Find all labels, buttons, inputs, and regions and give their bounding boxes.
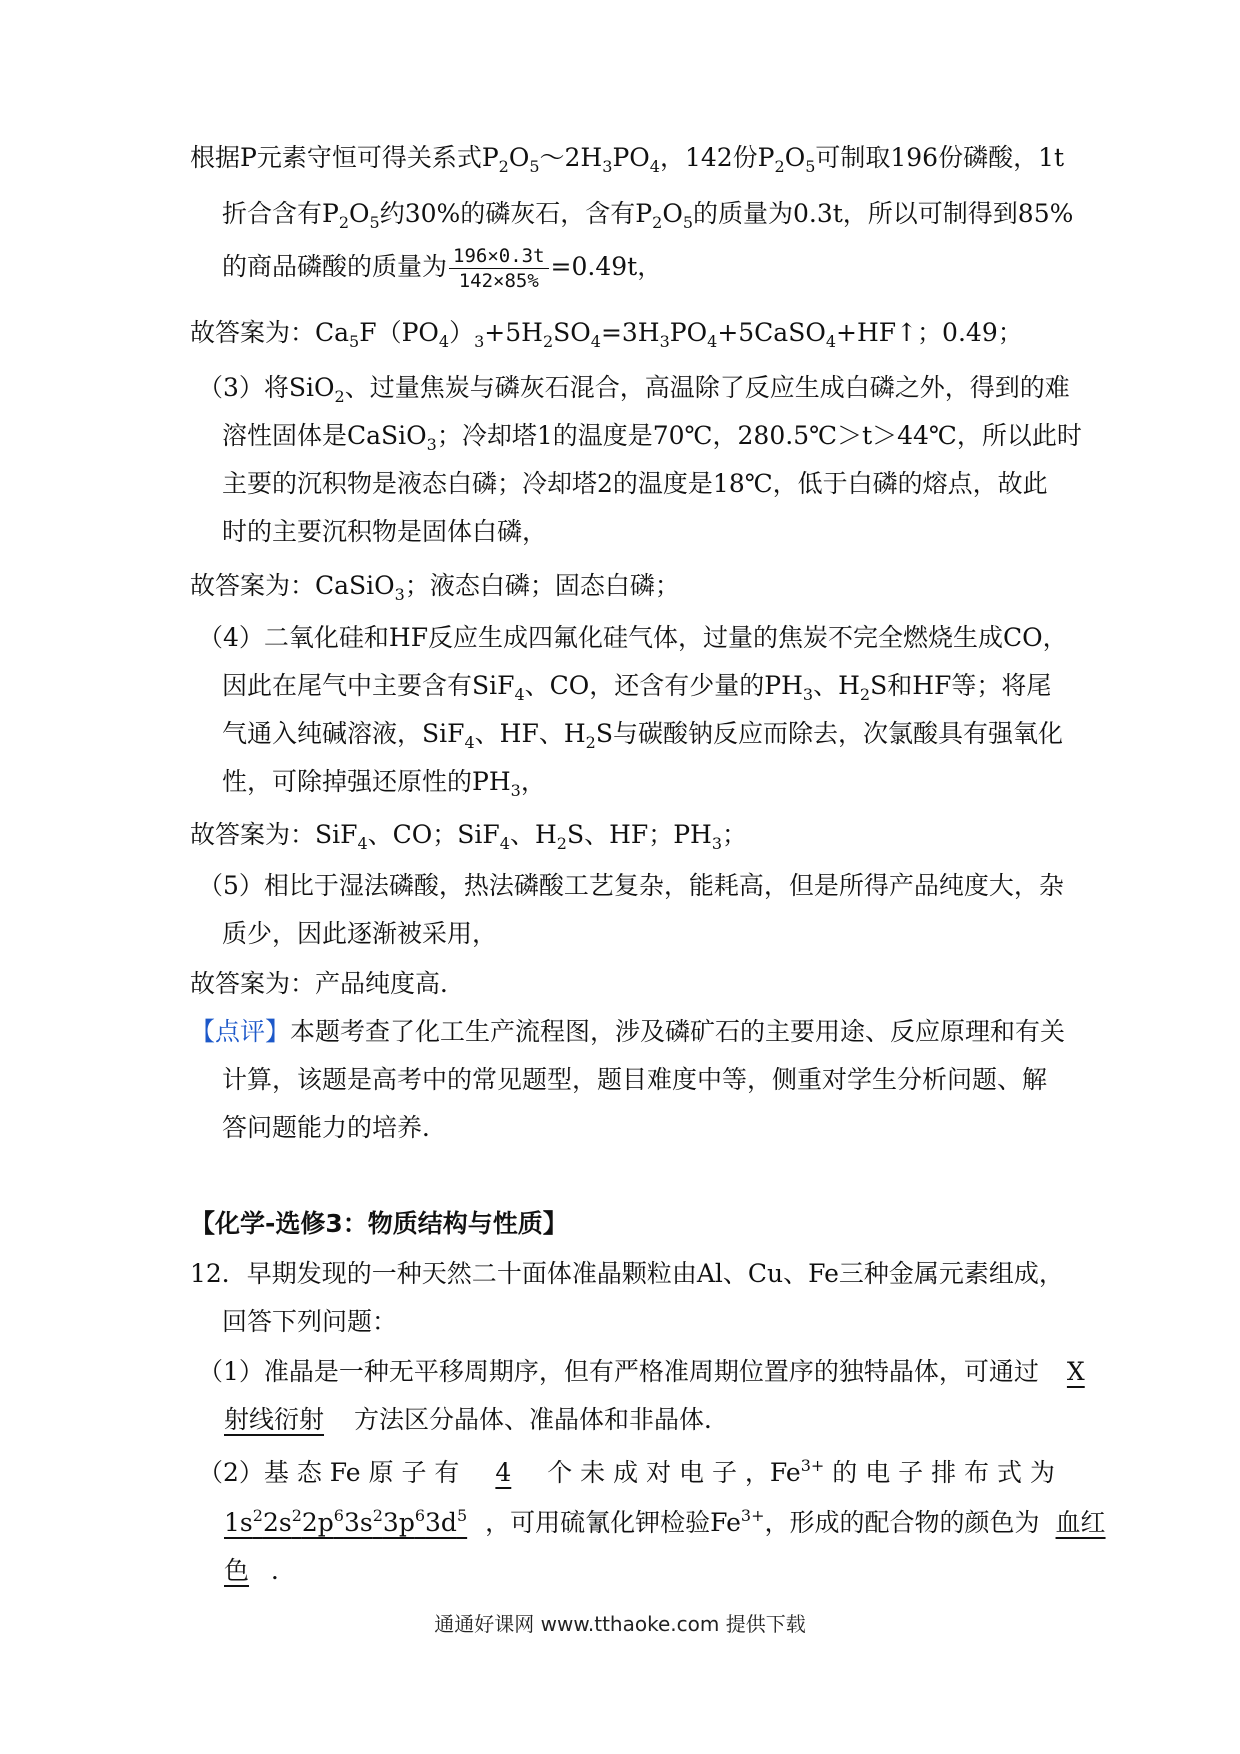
superscript: 3+ [740, 1506, 765, 1525]
text: 回答下列问题： [222, 1307, 398, 1336]
answer-line [190, 817, 747, 853]
text: 故答案为：Ca [190, 318, 350, 347]
text: ，142份 [659, 143, 758, 172]
text: 的商品磷酸的质量为 [222, 252, 448, 281]
subscript: 2 [585, 733, 596, 752]
text-line [222, 244, 662, 293]
text: O [508, 143, 530, 172]
text: 气通入纯碱溶液，SiF [222, 719, 465, 748]
text: 折合含有 [222, 199, 323, 228]
text: ，形成的配合物的颜色为 [764, 1508, 1040, 1537]
text: +HF↑；0.49； [836, 318, 1023, 347]
answer-blank [222, 1508, 485, 1537]
superscript: 2 [252, 1506, 263, 1525]
text-line [222, 764, 546, 800]
text: 3s [343, 1508, 373, 1537]
subscript: 5 [805, 157, 816, 176]
text-line [222, 466, 1048, 502]
evaluation-line [190, 1014, 1065, 1050]
text: S、HF；PH [566, 820, 712, 849]
text: 可制取196份磷酸，1t [815, 143, 1065, 172]
subscript: 2 [334, 387, 345, 406]
page-footer: 通通好课网 www.tthaoke.com 提供下载 [434, 1612, 806, 1636]
fraction-numerator: 196×0.3t [449, 244, 549, 269]
subscript: 4 [825, 332, 837, 351]
subscript: 3 [802, 685, 814, 704]
text: （1）准晶是一种无平移周期序，但有严格准周期位置序的独特晶体，可通过 [198, 1357, 1039, 1386]
answer-line [190, 315, 1023, 351]
text: 1s [224, 1508, 253, 1537]
subscript: 3 [711, 834, 723, 853]
text: 的质量为0.3t，所以可制得到85% [693, 199, 1074, 228]
text: （4）二氧化硅和HF反应生成四氟化硅气体，过量的焦炭不完全燃烧生成CO， [198, 623, 1068, 652]
text: +5H [484, 318, 543, 347]
text: 个 未 成 对 电 子 ，Fe [547, 1458, 801, 1487]
text: 本题考查了化工生产流程图，涉及磷矿石的主要用途、反应原理和有关 [290, 1017, 1066, 1046]
text-line [222, 418, 1082, 454]
text: 、H [813, 671, 860, 700]
text: PO [669, 318, 708, 347]
superscript: 3+ [800, 1456, 825, 1475]
text: ； [722, 820, 748, 849]
subscript: 4 [590, 332, 601, 351]
subscript: 3 [394, 585, 405, 604]
text: 主要的沉积物是液态白磷；冷却塔2的温度是18℃，低于白磷的熔点，故此 [222, 469, 1048, 498]
text: 故答案为：产品纯度高． [190, 969, 466, 998]
text: 答问题能力的培养． [222, 1113, 448, 1142]
evaluation-tag: 【点评】 [190, 1017, 291, 1046]
text: 约30%的磷灰石，含有 [379, 199, 636, 228]
superscript: 2 [291, 1506, 302, 1525]
text: 3p [382, 1508, 415, 1537]
text: 2s [262, 1508, 292, 1537]
subscript: 3 [426, 435, 437, 454]
subscript: 2 [859, 685, 871, 704]
text-line [222, 514, 547, 550]
text: 的 电 子 排 布 式 为 [832, 1458, 1055, 1487]
text-line [198, 1455, 1055, 1491]
text-line [222, 1505, 1108, 1541]
subscript: 4 [438, 332, 450, 351]
text: ） [449, 318, 475, 347]
text: 【化学-选修3：物质结构与性质】 [190, 1209, 568, 1238]
subscript: 2 [498, 157, 509, 176]
text: 、H [509, 820, 557, 849]
subscript: 4 [707, 332, 718, 351]
subscript: 5 [349, 332, 360, 351]
text: 、CO；SiF [367, 820, 500, 849]
subscript: 3 [659, 332, 670, 351]
text-line [198, 868, 1064, 904]
answer-line [190, 966, 465, 1002]
subscript: 2 [542, 332, 554, 351]
answer-blank: X [1066, 1357, 1085, 1386]
text: F（PO [359, 318, 439, 347]
text-line [222, 1062, 1047, 1098]
question-line [190, 1256, 1064, 1292]
text: 、HF、H [474, 719, 586, 748]
text: 因此在尾气中主要含有SiF [222, 671, 515, 700]
text-line [222, 1304, 397, 1340]
subscript: 3 [474, 332, 485, 351]
text: 故答案为：CaSiO [190, 571, 395, 600]
text: S和HF等；将尾 [870, 671, 1052, 700]
text-line [198, 370, 1070, 406]
text: 时的主要沉积物是固体白磷， [222, 517, 548, 546]
subscript: 4 [514, 685, 525, 704]
text: （2）基 态 Fe 原 子 有 [198, 1458, 460, 1487]
section-heading [190, 1206, 568, 1242]
subscript: 2 [556, 834, 567, 853]
text: PO [612, 143, 650, 172]
fraction-denominator: 142×85% [458, 270, 539, 292]
text: ；冷却塔1的温度是70℃，280.5℃＞t＞44℃，所以此时 [436, 421, 1082, 450]
subscript: 5 [369, 213, 380, 232]
text-line [222, 668, 1051, 704]
subscript: 2 [774, 157, 785, 176]
text: 根据P元素守恒可得关系式 [190, 143, 482, 172]
subscript: 4 [357, 834, 368, 853]
text: 3d [425, 1508, 457, 1537]
text: 、过量焦炭与磷灰石混合，高温除了反应生成白磷之外，得到的难 [344, 373, 1070, 402]
superscript: 6 [414, 1506, 426, 1525]
text: +5CaSO [717, 318, 826, 347]
answer-blank: 射线衍射 [224, 1405, 325, 1434]
text: 方法区分晶体、准晶体和非晶体． [354, 1405, 730, 1434]
text: 质少，因此逐渐被采用， [222, 919, 498, 948]
subscript: 2 [338, 213, 350, 232]
text-line: 根据P元素守恒可得关系式$P_2O_5\sim 2H_3PO_4$，142份$P_2O_5$可制取196份磷酸，1t [190, 143, 1065, 176]
text: 计算，该题是高考中的常见题型，题目难度中等，侧重对学生分析问题、解 [222, 1065, 1048, 1094]
subscript: 3 [510, 781, 521, 800]
text-line [222, 1402, 729, 1438]
superscript: 6 [333, 1506, 344, 1525]
text: ，可用硫氰化钾检验Fe [485, 1508, 741, 1537]
text: （3）将SiO [198, 373, 335, 402]
subscript: 4 [649, 157, 660, 176]
text: ， [520, 767, 546, 796]
text-line [198, 620, 1068, 656]
answer-blank: 色 [224, 1556, 250, 1585]
text-line [198, 1354, 1087, 1390]
text: （5）相比于湿法磷酸，热法磷酸工艺复杂，能耗高，但是所得产品纯度大，杂 [198, 871, 1064, 900]
text: S与碳酸钠反应而除去，次氯酸具有强氧化 [595, 719, 1063, 748]
text-line [222, 716, 1063, 752]
subscript: 4 [464, 733, 475, 752]
text: 溶性固体是CaSiO [222, 421, 427, 450]
text-line [222, 916, 497, 952]
text-line: 折合含有$P_2O_5$约30%的磷灰石，含有$P_2O_5$的质量为0.3t，所以可制得到85% [222, 199, 1074, 232]
subscript: 3 [602, 157, 613, 176]
answer-blank: 血红 [1055, 1508, 1106, 1537]
fraction [449, 244, 549, 293]
text: 12．早期发现的一种天然二十面体准晶颗粒由Al、Cu、Fe三种金属元素组成， [190, 1259, 1064, 1288]
text: ～2H [539, 143, 603, 172]
text-line [222, 1110, 447, 1146]
answer-blank: 4 [495, 1458, 512, 1487]
superscript: 5 [456, 1506, 468, 1525]
text: 、CO，还含有少量的PH [524, 671, 803, 700]
text: P [481, 143, 499, 172]
subscript: 2 [652, 213, 663, 232]
subscript: 5 [682, 213, 693, 232]
text: =3H [600, 318, 660, 347]
text: ；液态白磷；固态白磷； [404, 571, 680, 600]
subscript: 4 [499, 834, 510, 853]
text: =0.49t， [550, 252, 663, 281]
text: 性，可除掉强还原性的PH [222, 767, 511, 796]
text: 2p [301, 1508, 334, 1537]
superscript: 2 [372, 1506, 383, 1525]
text: 故答案为：SiF [190, 820, 358, 849]
answer-line [190, 568, 680, 604]
subscript: 5 [529, 157, 540, 176]
text-line: 色 ． [224, 1556, 297, 1585]
text: SO [553, 318, 591, 347]
